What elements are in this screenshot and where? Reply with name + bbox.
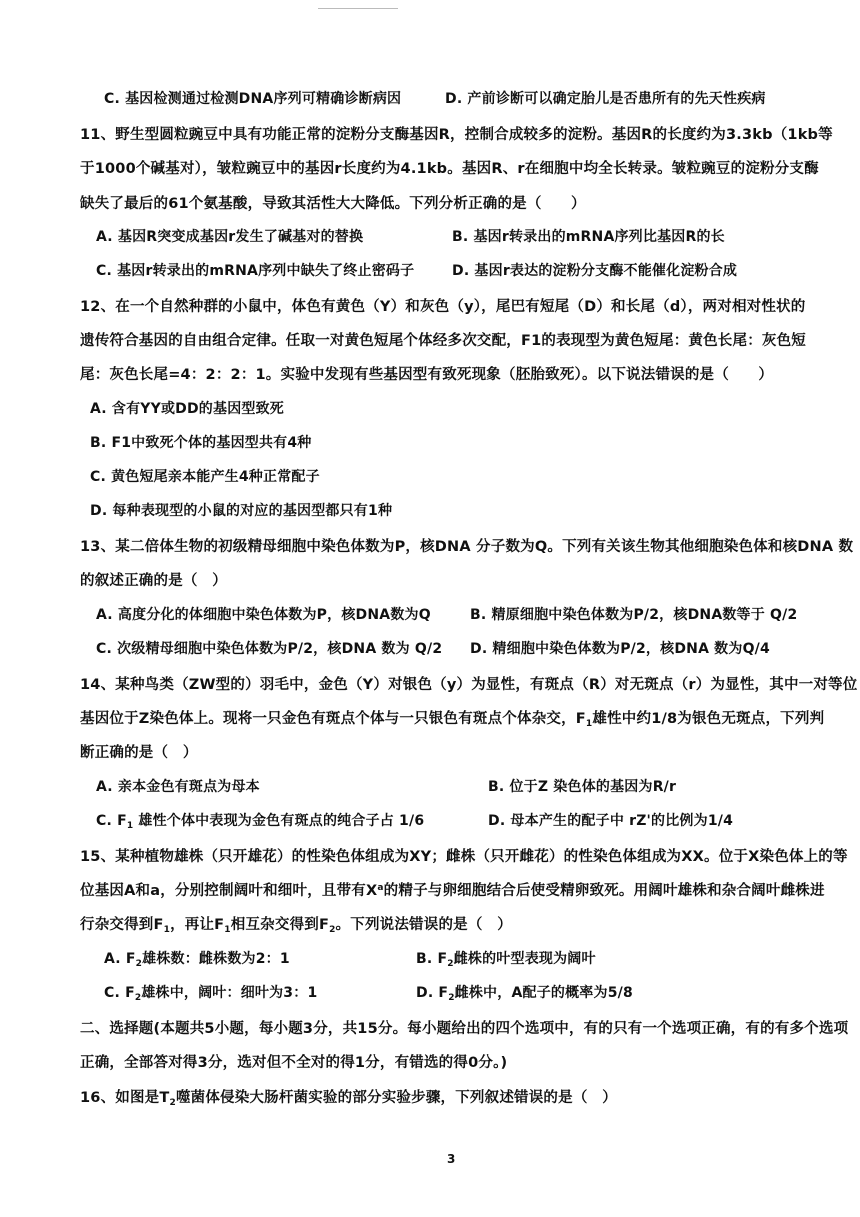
q11-option-c: C. 基因r转录出的mRNA序列中缺失了终止密码子 [96,263,415,279]
q13-stem-line2: 的叙述正确的是（ ） [80,573,227,589]
section2-heading-line2: 正确，全部答对得3分，选对但不全对的得1分，有错选的得0分。) [80,1055,508,1071]
q11-option-a: A. 基因R突变成基因r发生了碱基对的替换 [96,229,364,245]
q14-stem-line2: 基因位于Z染色体上。现将一只金色有斑点个体与一只银色有斑点个体杂交，$F_1$雄性中约1/8为银色无斑点，下列判 [80,711,825,729]
q12-stem-line3: 尾：灰色长尾=4：2：2：1。实验中发现有些基因型有致死现象（胚胎致死）。以下说法错误的是（ ） [80,367,774,383]
page-number: 3 [447,1152,456,1166]
q15-option-a: A. $F_2$雄株数：雌株数为2：1 [104,951,290,969]
q12-option-a: A. 含有YY或DD的基因型致死 [90,401,285,417]
q11-option-b: B. 基因r转录出的mRNA序列比基因R的长 [452,229,725,245]
q11-stem-line3: 缺失了最后的61个氨基酸，导致其活性大大降低。下列分析正确的是（ ） [80,196,586,212]
q14-stem-line3: 断正确的是（ ） [80,745,198,761]
q13-option-c: C. 次级精母细胞中染色体数为P/2，核DNA 数为 Q/2 [96,641,443,657]
q14-stem-line1: 14、某种鸟类（ZW型的）羽毛中，金色（Y）对银色（y）为显性，有斑点（R）对无斑点（r）为显性，其中一对等位 [80,677,858,693]
q13-option-a: A. 高度分化的体细胞中染色体数为P，核DNA数为Q [96,607,431,623]
q11-stem-line2: 于1000个碱基对），皱粒豌豆中的基因r长度约为4.1kb。基因R、r在细胞中均全长转录。皱粒豌豆的淀粉分支酶 [80,161,819,177]
scan-artifact [318,8,398,9]
q14-option-d: D. 母本产生的配子中 rZ'的比例为1/4 [488,813,734,829]
q15-option-b: B. $F_2$雌株的叶型表现为阔叶 [416,951,596,969]
q10-option-c: C. 基因检测通过检测DNA序列可精确诊断病因 [104,91,402,107]
q15-stem-line3: 行杂交得到$F_1$，再让$F_1$相互杂交得到$F_2$。下列说法错误的是（ ） [80,917,512,935]
q14-option-c: C. $F_1$ 雄性个体中表现为金色有斑点的纯合子占 1/6 [96,813,425,831]
q12-stem-line2: 遗传符合基因的自由组合定律。任取一对黄色短尾个体经多次交配，F1的表现型为黄色短尾：黄色长尾：灰色短 [80,333,806,349]
q15-option-c: C. $F_2$雄株中，阔叶：细叶为3：1 [104,985,318,1003]
q13-option-b: B. 精原细胞中染色体数为P/2，核DNA数等于 Q/2 [470,607,798,623]
q11-stem-line1: 11、野生型圆粒豌豆中具有功能正常的淀粉分支酶基因R，控制合成较多的淀粉。基因R的长度约为3.3kb（1kb等 [80,127,833,143]
q15-option-d: D. $F_2$雌株中，A配子的概率为5/8 [416,985,633,1003]
q10-option-d: D. 产前诊断可以确定胎儿是否患所有的先天性疾病 [445,91,766,107]
q12-option-d: D. 每种表现型的小鼠的对应的基因型都只有1种 [90,503,393,519]
q16-stem: 16、如图是$T_2$噬菌体侵染大肠杆菌实验的部分实验步骤，下列叙述错误的是（ ） [80,1090,617,1108]
q15-stem-line1: 15、某种植物雄株（只开雄花）的性染色体组成为XY；雌株（只开雌花）的性染色体组成为XX。位于X染色体上的等 [80,849,848,865]
q14-option-a: A. 亲本金色有斑点为母本 [96,779,260,795]
q13-option-d: D. 精细胞中染色体数为P/2，核DNA 数为Q/4 [470,641,770,657]
q14-option-b: B. 位于Z 染色体的基因为R/r [488,779,677,795]
section2-heading-line1: 二、选择题(本题共5小题，每小题3分，共15分。每小题给出的四个选项中，有的只有一个选项正确，有的有多个选项 [80,1021,849,1037]
q11-option-d: D. 基因r表达的淀粉分支酶不能催化淀粉合成 [452,263,738,279]
q15-stem-line2: 位基因A和a，分别控制阔叶和细叶，且带有$X^a$的精子与卵细胞结合后使受精卵致死。用阔叶雄株和杂合阔叶雌株进 [80,883,825,899]
q12-option-b: B. F1中致死个体的基因型共有4种 [90,435,312,451]
q12-option-c: C. 黄色短尾亲本能产生4种正常配子 [90,469,320,485]
q13-stem-line1: 13、某二倍体生物的初级精母细胞中染色体数为P，核DNA 分子数为Q。下列有关该生物其他细胞染色体和核DNA 数 [80,539,854,555]
q12-stem-line1: 12、在一个自然种群的小鼠中，体色有黄色（Y）和灰色（y），尾巴有短尾（D）和长尾（d），两对相对性状的 [80,299,806,315]
